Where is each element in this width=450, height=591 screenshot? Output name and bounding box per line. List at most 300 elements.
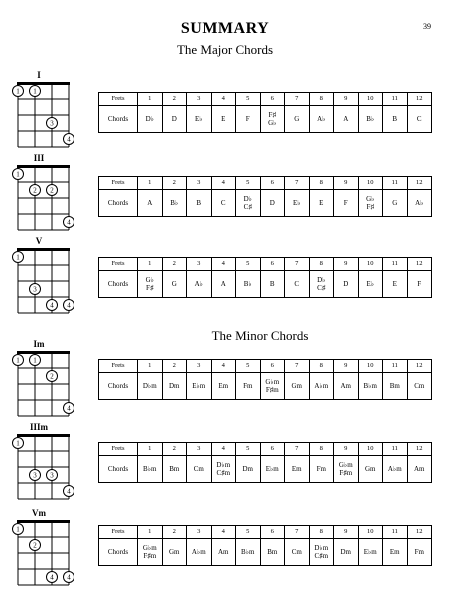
fret-number: 11: [383, 258, 408, 271]
chord-name: C: [294, 280, 300, 288]
chord-cell: [358, 539, 383, 566]
finger-number: 3: [33, 285, 37, 294]
chord-name: E♭m: [363, 548, 377, 556]
fret-number: 5: [236, 443, 261, 456]
finger-number: 4: [50, 301, 54, 310]
fret-number: 3: [187, 177, 212, 190]
chord-name: Fm: [243, 382, 253, 390]
chord-cell: [211, 190, 236, 217]
chord-name: A♭: [317, 115, 326, 123]
frets-row: [99, 258, 432, 271]
chord-cell: [358, 271, 383, 298]
chord-cell: [260, 106, 285, 133]
chord-cell: [211, 373, 236, 400]
chord-cell: [260, 539, 285, 566]
nut-line: [17, 520, 70, 523]
chord-cell: [383, 539, 408, 566]
chord-cell: [334, 106, 359, 133]
finger-number: 1: [16, 87, 20, 96]
chord-name: G♭m: [142, 544, 157, 552]
chord-name: B♭m: [363, 382, 377, 390]
chord-cell: [138, 373, 163, 400]
chord-cell: [187, 539, 212, 566]
fret-number: 4: [211, 93, 236, 106]
chord-cell: [162, 373, 187, 400]
chords-header: Chords: [99, 271, 138, 298]
frets-row: [99, 443, 432, 456]
chord-cell: [162, 539, 187, 566]
chord-name: G: [171, 280, 177, 288]
finger-number: 4: [67, 404, 71, 413]
fret-number: 10: [358, 443, 383, 456]
fretboard-grid: [6, 161, 74, 233]
fret-number: 7: [285, 360, 310, 373]
chord-cell: [138, 106, 163, 133]
chord-name: F: [417, 280, 422, 288]
chord-diagram-label: III: [33, 153, 45, 163]
fret-number: 9: [334, 177, 359, 190]
chord-name: Gm: [291, 382, 302, 390]
fret-number: 1: [138, 177, 163, 190]
chord-name: A♭m: [191, 548, 206, 556]
chord-name: D: [343, 280, 349, 288]
chord-cell: [162, 271, 187, 298]
frets-header: Frets: [99, 360, 138, 373]
chord-cell: [187, 373, 212, 400]
chord-name: C♯: [317, 284, 326, 292]
chord-diagram-label: I: [37, 70, 41, 80]
fret-number: 9: [334, 443, 359, 456]
chord-cell: [309, 373, 334, 400]
chord-name: G: [294, 115, 300, 123]
chord-cell: [211, 271, 236, 298]
chord-cell: [162, 106, 187, 133]
chord-cell: [260, 190, 285, 217]
chord-cell: [309, 456, 334, 483]
chord-name: C♯m: [216, 469, 231, 477]
nut-line: [17, 248, 70, 251]
chord-name: B: [269, 280, 275, 288]
fret-number: 6: [260, 360, 285, 373]
page-number: 39: [423, 22, 431, 31]
chord-diagram: [6, 339, 74, 417]
chord-cell: [285, 373, 310, 400]
chord-name: G♭: [268, 119, 277, 127]
fret-number: 12: [407, 258, 432, 271]
fret-number: 1: [138, 93, 163, 106]
fret-number: 11: [383, 360, 408, 373]
fret-number: 11: [383, 443, 408, 456]
fret-number: 12: [407, 93, 432, 106]
chord-cell: [236, 373, 261, 400]
chord-cell: [407, 106, 432, 133]
chord-name: F♯: [146, 284, 154, 292]
chord-cell: [162, 190, 187, 217]
fret-number: 3: [187, 93, 212, 106]
chord-cell: [334, 539, 359, 566]
finger-number: 1: [33, 87, 37, 96]
chord-name: C♯: [243, 203, 252, 211]
chord-cell: [407, 456, 432, 483]
chords-row: [99, 373, 432, 400]
chord-cell: [407, 271, 432, 298]
chord-cell: [358, 190, 383, 217]
chord-cell: [358, 106, 383, 133]
fret-number: 5: [236, 526, 261, 539]
chord-cell: [260, 456, 285, 483]
chord-name: B: [392, 115, 398, 123]
chord-name: D: [171, 115, 177, 123]
chord-name: D♭: [317, 276, 326, 284]
chord-name: E: [221, 115, 226, 123]
minor-chords-heading: The Minor Chords: [211, 328, 309, 343]
chords-header: Chords: [99, 539, 138, 566]
chord-diagram: [6, 508, 74, 586]
chord-name: B♭: [243, 280, 252, 288]
fret-number: 2: [162, 93, 187, 106]
fret-number: 7: [285, 93, 310, 106]
frets-header: Frets: [99, 526, 138, 539]
fret-number: 5: [236, 258, 261, 271]
fret-number: 9: [334, 93, 359, 106]
chord-diagram: [6, 236, 74, 314]
chord-cell: [236, 106, 261, 133]
chord-cell: [236, 271, 261, 298]
fret-number: 3: [187, 360, 212, 373]
chord-cell: [187, 456, 212, 483]
chord-cell: [334, 373, 359, 400]
chords-header: Chords: [99, 190, 138, 217]
fret-number: 2: [162, 177, 187, 190]
chord-name: C: [220, 199, 226, 207]
fret-number: 2: [162, 258, 187, 271]
fret-number: 3: [187, 258, 212, 271]
fretboard-grid: [6, 78, 74, 150]
fret-number: 7: [285, 177, 310, 190]
fret-number: 6: [260, 443, 285, 456]
fret-number: 2: [162, 360, 187, 373]
chord-cell: [285, 456, 310, 483]
fret-number: 10: [358, 93, 383, 106]
frets-row: [99, 526, 432, 539]
chord-name: Dm: [169, 382, 180, 390]
chord-name: E♭: [292, 199, 301, 207]
chord-name: G♭: [366, 195, 375, 203]
chord-cell: [285, 271, 310, 298]
fretboard-grid: [6, 430, 74, 502]
chord-name: F♯: [268, 111, 276, 119]
nut-line: [17, 165, 70, 168]
chord-name: E: [392, 280, 397, 288]
fret-number: 6: [260, 93, 285, 106]
chord-name: F♯m: [265, 386, 279, 394]
chord-cell: [334, 190, 359, 217]
finger-number: 2: [33, 541, 37, 550]
frets-row: [99, 360, 432, 373]
chord-cell: [138, 539, 163, 566]
chord-name: Am: [340, 382, 351, 390]
chord-cell: [309, 190, 334, 217]
chord-diagram-label: V: [35, 236, 43, 246]
finger-number: 4: [67, 218, 71, 227]
fret-number: 1: [138, 258, 163, 271]
fret-number: 7: [285, 443, 310, 456]
fret-number: 10: [358, 360, 383, 373]
page-title: SUMMARY: [180, 20, 270, 37]
fret-number: 1: [138, 443, 163, 456]
fret-number: 10: [358, 526, 383, 539]
chord-cell: [187, 106, 212, 133]
chord-name: Am: [218, 548, 229, 556]
chord-diagram: [6, 70, 74, 148]
fret-number: 8: [309, 258, 334, 271]
frets-header: Frets: [99, 93, 138, 106]
fret-number: 4: [211, 526, 236, 539]
chord-cell: [187, 271, 212, 298]
chord-name: Bm: [169, 465, 180, 473]
chord-diagram: [6, 422, 74, 500]
chord-cell: [138, 456, 163, 483]
chord-name: A♭m: [387, 465, 402, 473]
finger-number: 2: [50, 186, 54, 195]
chords-row: [99, 190, 432, 217]
chords-row: [99, 539, 432, 566]
chord-diagram: [6, 153, 74, 231]
fret-number: 6: [260, 258, 285, 271]
fret-number: 5: [236, 93, 261, 106]
fret-number: 1: [138, 360, 163, 373]
chord-cell: [383, 106, 408, 133]
chord-name: D♭: [145, 115, 154, 123]
chord-cell: [309, 539, 334, 566]
chord-name: E♭: [366, 280, 375, 288]
fret-number: 10: [358, 177, 383, 190]
chord-name: G♭: [145, 276, 154, 284]
finger-number: 4: [67, 135, 71, 144]
finger-number: 1: [16, 525, 20, 534]
chords-header: Chords: [99, 373, 138, 400]
chord-name: Gm: [365, 465, 376, 473]
fret-number: 12: [407, 177, 432, 190]
fret-number: 8: [309, 443, 334, 456]
chord-name: E♭m: [192, 382, 206, 390]
chords-header: Chords: [99, 456, 138, 483]
frets-row: [99, 177, 432, 190]
chord-cell: [407, 539, 432, 566]
chord-name: A: [220, 280, 226, 288]
chords-row: [99, 106, 432, 133]
chord-name: Fm: [316, 465, 326, 473]
chord-cell: [358, 373, 383, 400]
fret-number: 2: [162, 526, 187, 539]
chord-name: Fm: [414, 548, 424, 556]
chord-name: Am: [414, 465, 425, 473]
chord-name: F♯: [366, 203, 374, 211]
finger-number: 4: [67, 301, 71, 310]
fret-number: 9: [334, 258, 359, 271]
chord-name: A: [343, 115, 349, 123]
chord-name: Bm: [389, 382, 400, 390]
fret-number: 9: [334, 360, 359, 373]
chord-name: B♭: [170, 199, 179, 207]
chord-cell: [236, 539, 261, 566]
chords-row: [99, 456, 432, 483]
chord-cell: [211, 539, 236, 566]
chord-name: C♯m: [314, 552, 329, 560]
chord-name: F♯m: [339, 469, 353, 477]
frets-header: Frets: [99, 177, 138, 190]
chord-name: A: [147, 199, 153, 207]
fret-number: 4: [211, 258, 236, 271]
chord-table: [98, 257, 432, 298]
nut-line: [17, 82, 70, 85]
fret-number: 6: [260, 177, 285, 190]
finger-number: 3: [33, 471, 37, 480]
frets-header: Frets: [99, 443, 138, 456]
chords-header: Chords: [99, 106, 138, 133]
chord-cell: [334, 456, 359, 483]
chord-name: A♭: [194, 280, 203, 288]
fret-number: 12: [407, 526, 432, 539]
chord-name: C: [416, 115, 422, 123]
chord-cell: [162, 456, 187, 483]
chord-name: G♭m: [265, 378, 280, 386]
fretboard-grid: [6, 347, 74, 419]
chord-diagram-label: Im: [33, 339, 45, 349]
fret-number: 11: [383, 177, 408, 190]
chord-table: [98, 442, 432, 483]
fret-number: 3: [187, 443, 212, 456]
nut-line: [17, 351, 70, 354]
chord-cell: [383, 190, 408, 217]
fret-number: 12: [407, 360, 432, 373]
fretboard-grid: [6, 516, 74, 588]
chord-name: Cm: [193, 465, 204, 473]
chord-name: A♭: [415, 199, 424, 207]
chord-cell: [260, 373, 285, 400]
chord-name: Cm: [414, 382, 425, 390]
chord-cell: [211, 456, 236, 483]
chords-row: [99, 271, 432, 298]
chord-cell: [187, 190, 212, 217]
fret-number: 4: [211, 177, 236, 190]
fret-number: 1: [138, 526, 163, 539]
finger-number: 4: [67, 573, 71, 582]
fret-number: 6: [260, 526, 285, 539]
chord-cell: [383, 271, 408, 298]
chord-name: A♭m: [314, 382, 329, 390]
chord-diagram-label: Vm: [32, 508, 46, 518]
fret-number: 3: [187, 526, 212, 539]
finger-number: 1: [16, 439, 20, 448]
chord-name: D♭m: [142, 382, 157, 390]
frets-header: Frets: [99, 258, 138, 271]
fret-number: 7: [285, 258, 310, 271]
fret-number: 11: [383, 526, 408, 539]
fret-number: 11: [383, 93, 408, 106]
chord-name: G♭m: [338, 461, 353, 469]
chord-name: Dm: [340, 548, 351, 556]
fret-number: 7: [285, 526, 310, 539]
chord-cell: [407, 373, 432, 400]
chord-name: B: [196, 199, 202, 207]
chord-name: F♯m: [143, 552, 157, 560]
fretboard-grid: [6, 244, 74, 316]
chord-cell: [236, 190, 261, 217]
nut-line: [17, 434, 70, 437]
chord-name: D♭: [243, 195, 252, 203]
finger-number: 3: [50, 471, 54, 480]
chord-cell: [138, 190, 163, 217]
finger-number: 1: [16, 253, 20, 262]
chord-cell: [358, 456, 383, 483]
finger-number: 2: [50, 372, 54, 381]
chord-table: [98, 92, 432, 133]
finger-number: 1: [16, 356, 20, 365]
fret-number: 9: [334, 526, 359, 539]
finger-number: 1: [33, 356, 37, 365]
frets-row: [99, 93, 432, 106]
fret-number: 8: [309, 93, 334, 106]
fret-number: 4: [211, 443, 236, 456]
chord-name: D♭m: [216, 461, 231, 469]
chord-cell: [309, 271, 334, 298]
chord-name: Em: [389, 548, 400, 556]
chord-name: Dm: [242, 465, 253, 473]
chord-table: [98, 359, 432, 400]
chord-name: B♭: [366, 115, 375, 123]
chord-cell: [138, 271, 163, 298]
chord-name: Em: [291, 465, 302, 473]
chord-name: G: [392, 199, 398, 207]
fret-number: 10: [358, 258, 383, 271]
chord-cell: [407, 190, 432, 217]
chord-diagram-label: IIIm: [29, 422, 48, 432]
chord-name: B♭m: [143, 465, 157, 473]
fret-number: 8: [309, 526, 334, 539]
chord-cell: [334, 271, 359, 298]
chord-name: Gm: [169, 548, 180, 556]
chord-name: E♭: [194, 115, 203, 123]
chord-cell: [260, 271, 285, 298]
fret-number: 2: [162, 443, 187, 456]
chord-name: Cm: [291, 548, 302, 556]
fret-number: 5: [236, 360, 261, 373]
chord-cell: [383, 456, 408, 483]
finger-number: 2: [33, 186, 37, 195]
chord-cell: [236, 456, 261, 483]
chord-table: [98, 525, 432, 566]
chord-name: E: [319, 199, 324, 207]
chord-name: Bm: [267, 548, 278, 556]
fret-number: 12: [407, 443, 432, 456]
chord-cell: [285, 539, 310, 566]
finger-number: 1: [16, 170, 20, 179]
chord-name: F: [343, 199, 348, 207]
fret-number: 8: [309, 360, 334, 373]
finger-number: 4: [50, 573, 54, 582]
fret-number: 8: [309, 177, 334, 190]
major-chords-heading: The Major Chords: [176, 42, 274, 57]
chord-name: B♭m: [241, 548, 255, 556]
fret-number: 5: [236, 177, 261, 190]
fret-number: 4: [211, 360, 236, 373]
chord-cell: [285, 106, 310, 133]
chord-cell: [285, 190, 310, 217]
chord-name: D: [269, 199, 275, 207]
chord-name: D♭m: [314, 544, 329, 552]
chord-table: [98, 176, 432, 217]
